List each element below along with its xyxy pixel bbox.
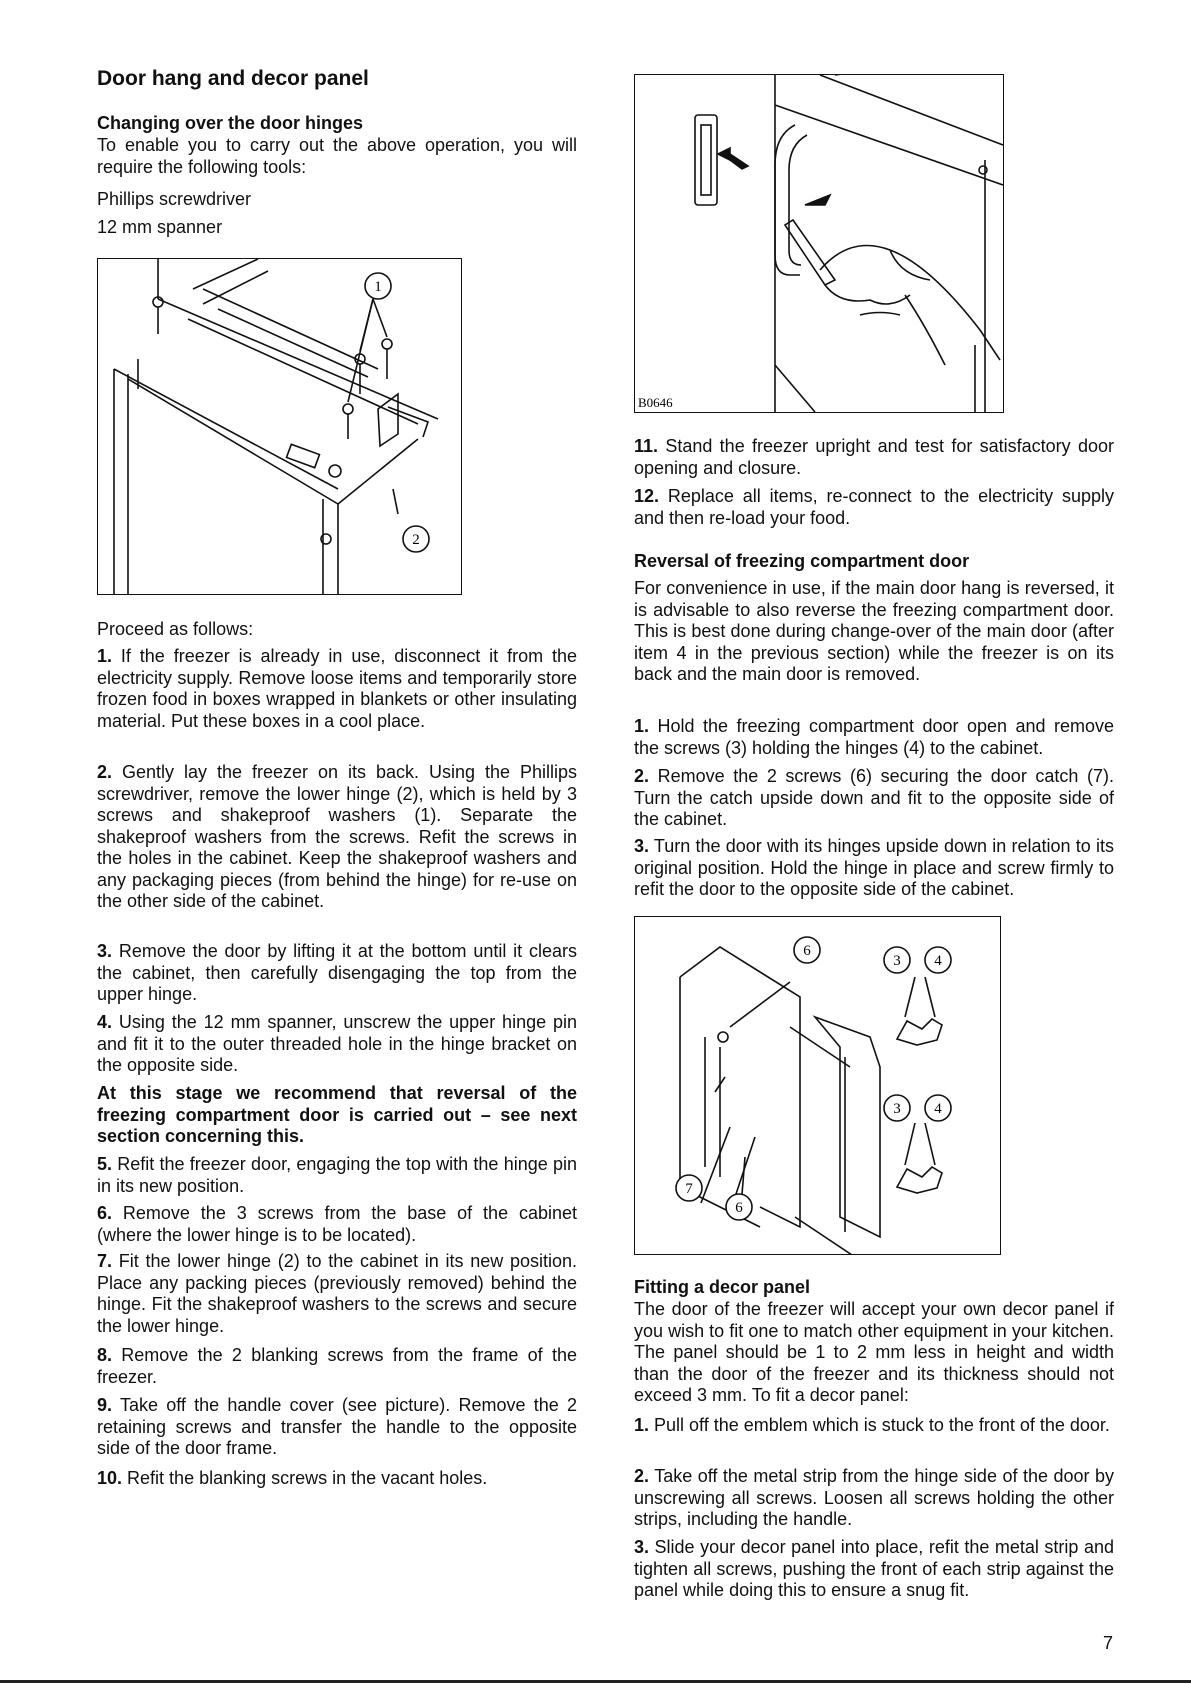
reversal-step-2: 2. Remove the 2 screws (6) securing the door catch (7). Turn the catch upside down and fit to the opposite side of the cabinet. bbox=[634, 766, 1114, 829]
callout-2 bbox=[403, 526, 429, 552]
compartment-door-drawing bbox=[635, 917, 1000, 1254]
step-3: 3. Remove the door by lifting it at the bottom until it clears the cabinet, then carefully disengaging the top from the upper hinge. bbox=[97, 941, 577, 1004]
step-4: 4. Using the 12 mm spanner, unscrew the upper hinge pin and fit it to the outer threaded hole in the hinge bracket on the opposite side. bbox=[97, 1012, 577, 1075]
step-10: 10. Refit the blanking screws in the vacant holes. bbox=[97, 1468, 488, 1488]
callout-3-top bbox=[884, 947, 910, 973]
handle-diagram bbox=[634, 74, 1004, 413]
decor-step-3: 3. Slide your decor panel into place, refit the metal strip and tighten all screws, pushing the front of each strip against the panel while doing this to ensure a snug fit. bbox=[634, 1537, 1114, 1600]
callout-4-bottom bbox=[925, 1095, 951, 1121]
decor-step-2: 2. Take off the metal strip from the hinge side of the door by unscrewing all screws. Loosen all screws holding the other strips, including the handle. bbox=[634, 1466, 1114, 1529]
svg-text:3: 3 bbox=[893, 953, 901, 969]
decor-step-1: 1. Pull off the emblem which is stuck to the front of the door. bbox=[634, 1415, 1110, 1435]
svg-text:6: 6 bbox=[735, 1200, 743, 1216]
bottom-rule bbox=[0, 1680, 1191, 1683]
svg-text:3: 3 bbox=[893, 1101, 901, 1117]
page-title: Door hang and decor panel bbox=[97, 67, 369, 90]
callout-1 bbox=[365, 273, 391, 299]
svg-text:4: 4 bbox=[934, 1101, 942, 1117]
hinges-intro: To enable you to carry out the above operation, you will require the following tools: bbox=[97, 135, 577, 177]
step-6: 6. Remove the 3 screws from the base of the cabinet (where the lower hinge is to be located). bbox=[97, 1203, 577, 1245]
reversal-step-1: 1. Hold the freezing compartment door open and remove the screws (3) holding the hinges (4) to the cabinet. bbox=[634, 716, 1114, 758]
callout-4-top bbox=[925, 947, 951, 973]
tool-item: 12 mm spanner bbox=[97, 217, 223, 237]
step-1: 1. If the freezer is already in use, disconnect it from the electricity supply. Remove loose items and temporarily store frozen food in boxes wrapped in blankets or other insulating material. Put these boxes in a cool place. bbox=[97, 646, 577, 731]
reversal-notice: At this stage we recommend that reversal of the freezing compartment door is carried out – see next section concerning this. bbox=[97, 1083, 577, 1146]
hinge-drawing bbox=[98, 259, 461, 594]
step-2: 2. Gently lay the freezer on its back. Using the Phillips screwdriver, remove the lower hinge (2), which is held by 3 screws and shakeproof washers (1). Separate the shakeproof washers from the screws. Refit the screws in the holes in the cabinet. Keep the shakeproof washers and any packaging pieces (from behind the hinge) for re-use on the other side of the cabinet. bbox=[97, 762, 577, 911]
callout-6-bottom bbox=[726, 1194, 752, 1220]
reversal-step-3: 3. Turn the door with its hinges upside down in relation to its original position. Hold the hinge in place and screw firmly to refit the door to the opposite side of the cabinet. bbox=[634, 836, 1114, 899]
proceed-text: Proceed as follows: bbox=[97, 619, 254, 639]
tool-item: Phillips screwdriver bbox=[97, 189, 252, 209]
figure-label: B0646 bbox=[638, 395, 673, 410]
step-11: 11. Stand the freezer upright and test for satisfactory door opening and closure. bbox=[634, 436, 1114, 478]
svg-text:6: 6 bbox=[803, 943, 811, 959]
svg-text:7: 7 bbox=[685, 1181, 693, 1197]
compartment-door-diagram bbox=[634, 916, 1001, 1255]
svg-text:2: 2 bbox=[412, 532, 420, 548]
svg-text:1: 1 bbox=[374, 279, 382, 295]
reversal-heading: Reversal of freezing compartment door bbox=[634, 551, 970, 571]
svg-text:4: 4 bbox=[934, 953, 942, 969]
reversal-intro: For convenience in use, if the main door hang is reversed, it is advisable to also reverse the freezing compartment door. This is best done during change-over of the main door (after item 4 in the previous section) while the freezer is on its back and the main door is removed. bbox=[634, 578, 1114, 684]
decor-heading: Fitting a decor panel bbox=[634, 1277, 811, 1297]
step-12: 12. Replace all items, re-connect to the electricity supply and then re-load your food. bbox=[634, 486, 1114, 528]
decor-intro: The door of the freezer will accept your own decor panel if you wish to fit one to match other equipment in your kitchen. The panel should be 1 to 2 mm less in height and width than the door of the freezer and its thickness should not exceed 3 mm. To fit a decor panel: bbox=[634, 1299, 1114, 1405]
callout-3-bottom bbox=[884, 1095, 910, 1121]
page-number: 7 bbox=[1103, 1633, 1114, 1653]
step-5: 5. Refit the freezer door, engaging the top with the hinge pin in its new position. bbox=[97, 1154, 577, 1196]
callout-7 bbox=[676, 1175, 702, 1201]
handle-drawing bbox=[635, 75, 1003, 412]
hinge-diagram bbox=[97, 258, 462, 595]
callout-6-top bbox=[794, 937, 820, 963]
step-8: 8. Remove the 2 blanking screws from the frame of the freezer. bbox=[97, 1345, 577, 1387]
step-7: 7. Fit the lower hinge (2) to the cabinet in its new position. Place any packing pieces (previously removed) behind the hinge. Fit the shakeproof washers to the screws and secure the lower hinge. bbox=[97, 1251, 577, 1336]
step-9: 9. Take off the handle cover (see picture). Remove the 2 retaining screws and transfer the handle to the opposite side of the door frame. bbox=[97, 1395, 577, 1458]
hinges-heading: Changing over the door hinges bbox=[97, 113, 364, 133]
